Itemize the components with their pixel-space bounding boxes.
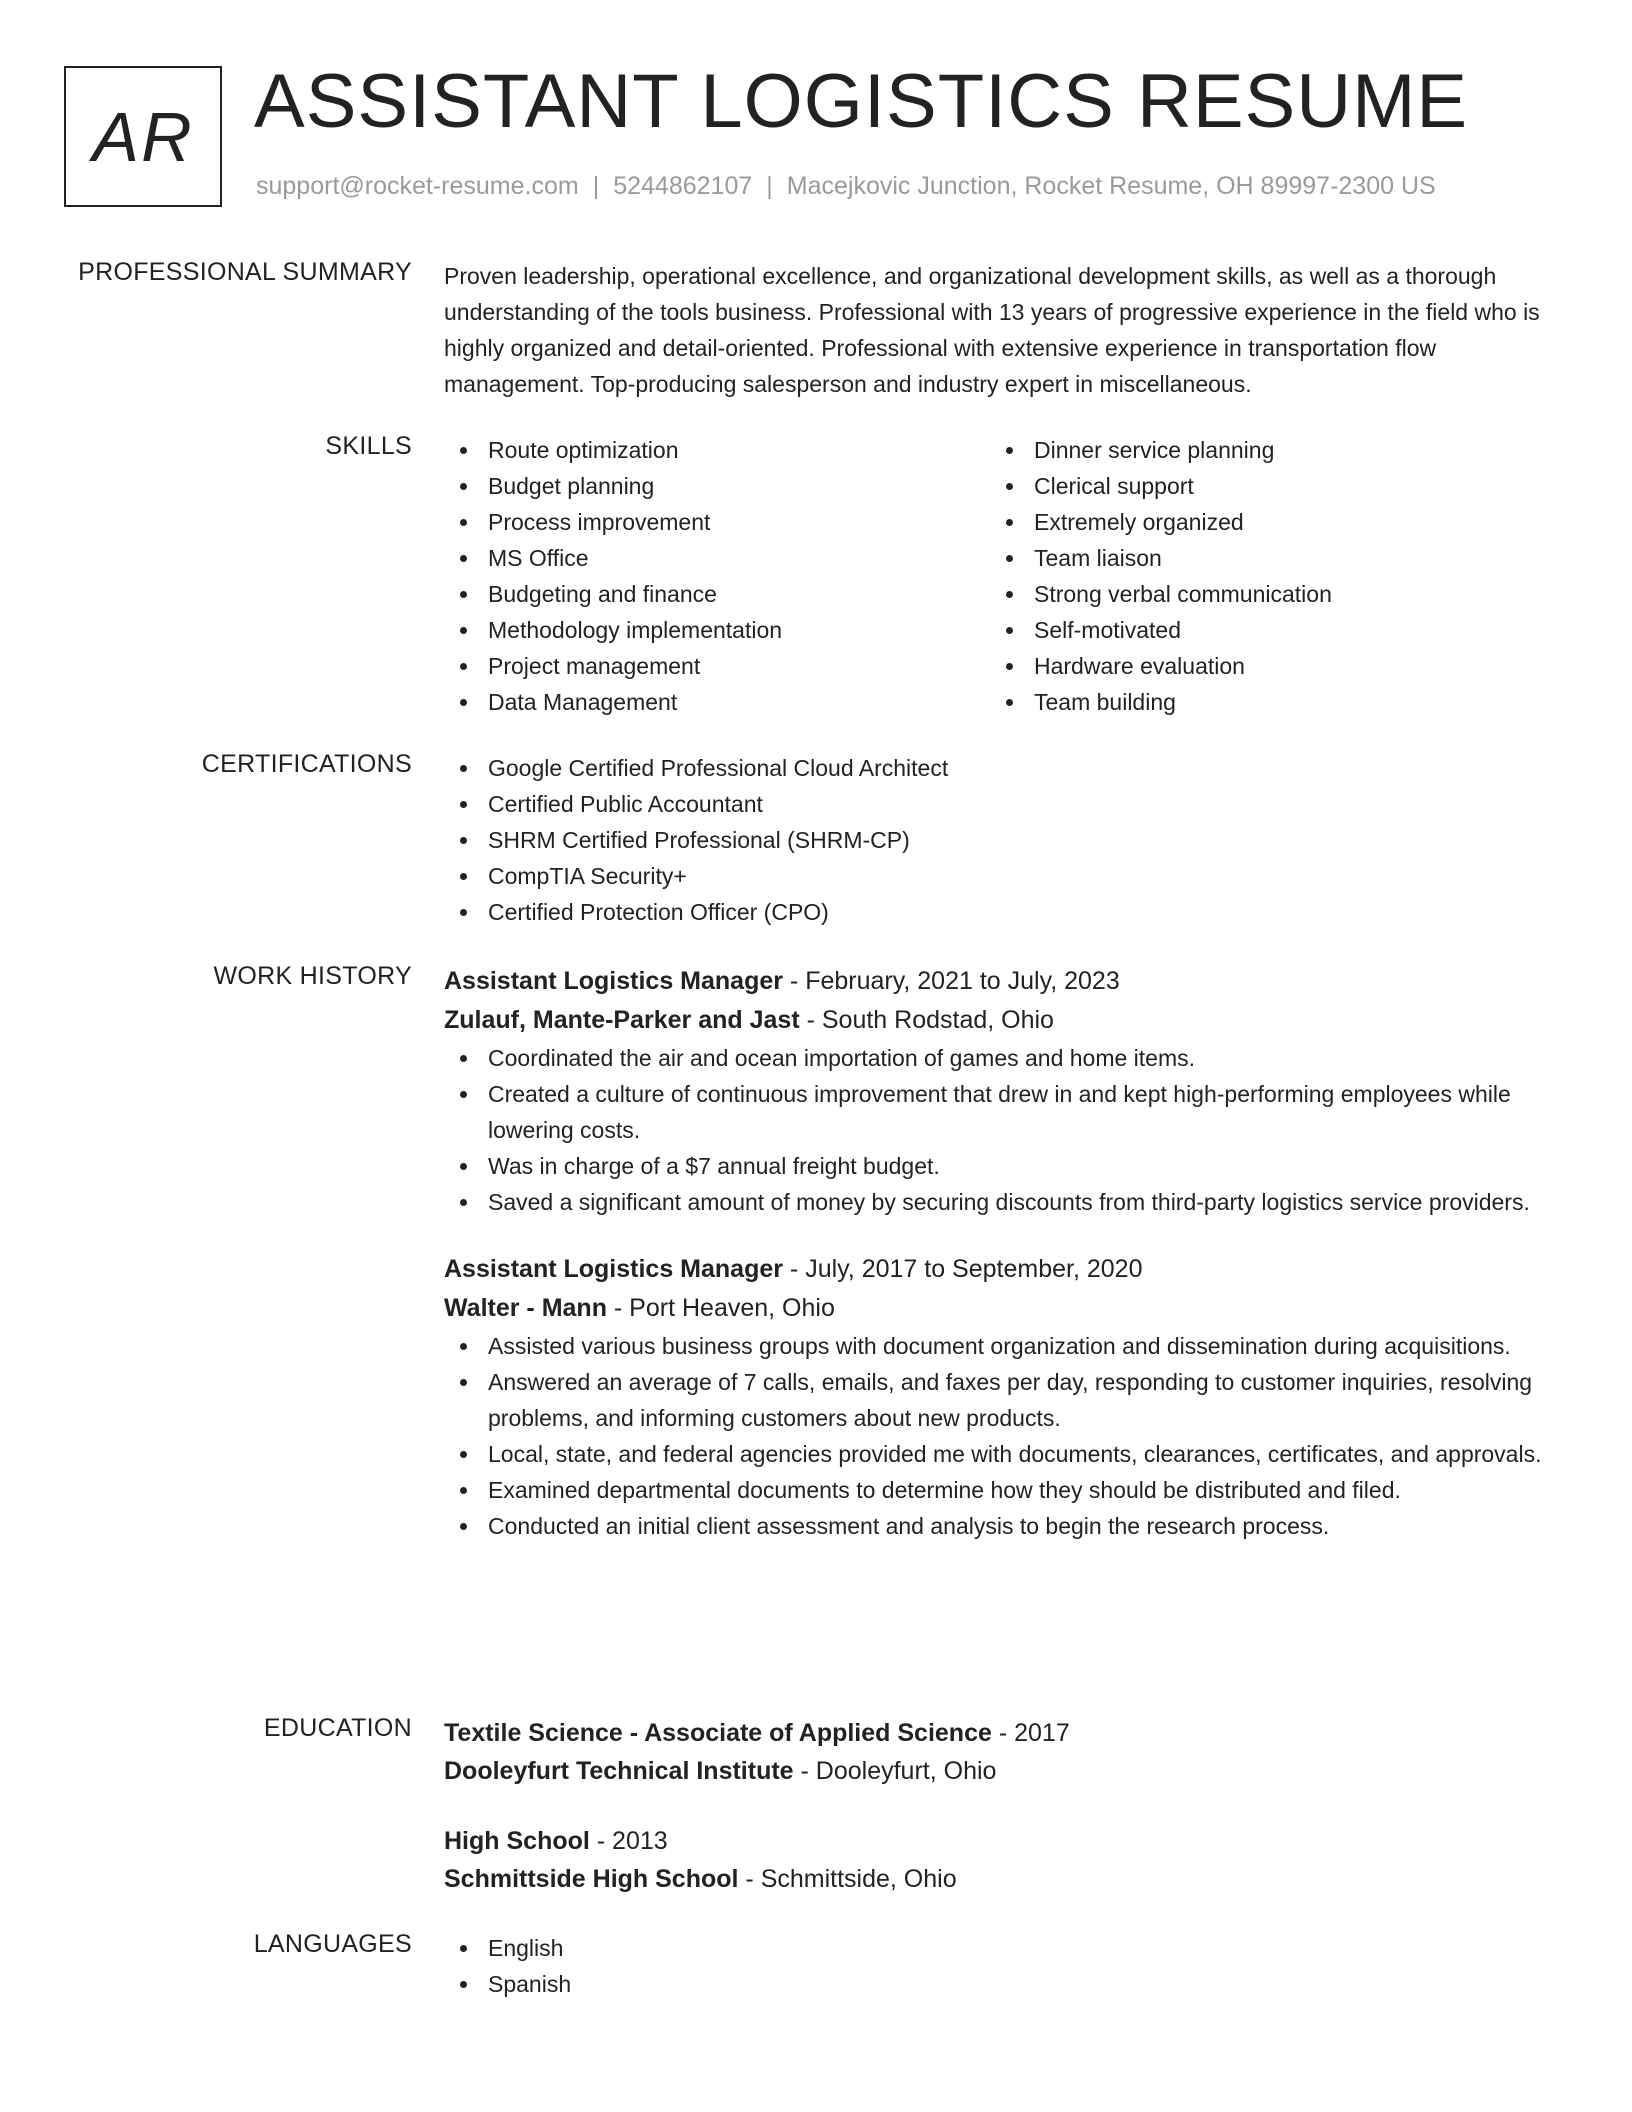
certifications-body	[444, 750, 1544, 930]
summary-body	[444, 258, 1544, 402]
skill-item: Process improvement	[444, 504, 990, 540]
education-school-line	[444, 1752, 1544, 1790]
language-item: Spanish	[444, 1966, 1544, 2002]
job-company-line	[444, 1001, 1544, 1040]
education-entry	[444, 1714, 1544, 1790]
skill-item: Self-motivated	[990, 612, 1536, 648]
skill-item: Clerical support	[990, 468, 1536, 504]
job-company: Walter - Mann	[444, 1294, 607, 1322]
summary-text: Proven leadership, operational excellence, and organizational development skills, as well as a thorough understanding of the tools business. Professional with 13 years of progressive experience in the field who is highly organized and detail-oriented. Professional with extensive experience in transportation flow management. Top-producing salesperson and industry expert in miscellaneous.	[444, 263, 1540, 397]
certification-item: CompTIA Security+	[444, 858, 1544, 894]
language-item: English	[444, 1930, 1544, 1966]
skill-item: Strong verbal communication	[990, 576, 1536, 612]
skill-item: Team building	[990, 684, 1536, 720]
job-bullet: Answered an average of 7 calls, emails, and faxes per day, responding to customer inquiries, resolving problems, and informing customers about new products.	[444, 1364, 1544, 1436]
education-body	[444, 1714, 1544, 1898]
education-school: Schmittside High School	[444, 1865, 739, 1893]
section-heading-summary: PROFESSIONAL SUMMARY	[78, 258, 412, 286]
job-bullet: Local, state, and federal agencies provided me with documents, clearances, certificates, and approvals.	[444, 1436, 1544, 1472]
education-degree: Textile Science - Associate of Applied Science	[444, 1719, 992, 1747]
job-location: - Port Heaven, Ohio	[606, 1294, 835, 1322]
certifications-list	[444, 750, 1544, 930]
job-bullets	[444, 1040, 1544, 1220]
education-degree-line	[444, 1822, 1544, 1860]
job-location: - South Rodstad, Ohio	[799, 1006, 1054, 1034]
work-history-body	[444, 962, 1544, 1544]
skill-item: Dinner service planning	[990, 432, 1536, 468]
job-title: Assistant Logistics Manager	[444, 1255, 783, 1283]
section-heading-certifications: CERTIFICATIONS	[201, 750, 412, 778]
job-bullet: Saved a significant amount of money by securing discounts from third-party logistics service providers.	[444, 1184, 1544, 1220]
skill-item: Data Management	[444, 684, 990, 720]
job-bullet: Was in charge of a $7 annual freight budget.	[444, 1148, 1544, 1184]
section-heading-languages: LANGUAGES	[253, 1930, 412, 1958]
education-year: - 2013	[589, 1827, 668, 1855]
job-bullet: Coordinated the air and ocean importation of games and home items.	[444, 1040, 1544, 1076]
skill-item: Budgeting and finance	[444, 576, 990, 612]
education-degree: High School	[444, 1827, 590, 1855]
skills-body	[444, 432, 1544, 720]
skill-item: Extremely organized	[990, 504, 1536, 540]
job-title: Assistant Logistics Manager	[444, 967, 783, 995]
job-title-line	[444, 1250, 1544, 1289]
skill-item: Team liaison	[990, 540, 1536, 576]
education-year: - 2017	[991, 1719, 1070, 1747]
skill-item: Methodology implementation	[444, 612, 990, 648]
section-heading-skills: SKILLS	[325, 432, 412, 460]
job-dates: - July, 2017 to September, 2020	[782, 1255, 1143, 1283]
skills-list-right	[990, 432, 1536, 720]
certification-item: Certified Protection Officer (CPO)	[444, 894, 1544, 930]
skill-item: Route optimization	[444, 432, 990, 468]
education-school-line	[444, 1860, 1544, 1898]
education-location: - Dooleyfurt, Ohio	[793, 1757, 997, 1785]
languages-body	[444, 1930, 1544, 2002]
job-company-line	[444, 1289, 1544, 1328]
certification-item: Google Certified Professional Cloud Architect	[444, 750, 1544, 786]
job-dates: - February, 2021 to July, 2023	[782, 967, 1120, 995]
education-entry	[444, 1822, 1544, 1898]
section-heading-work-history: WORK HISTORY	[213, 962, 412, 990]
contact-address: Macejkovic Junction, Rocket Resume, OH 89997-2300 US	[786, 172, 1436, 200]
contact-line	[256, 172, 1436, 201]
languages-list	[444, 1930, 1544, 2002]
job-entry	[444, 1250, 1544, 1544]
skills-columns	[444, 432, 1544, 720]
education-degree-line	[444, 1714, 1544, 1752]
job-entry	[444, 962, 1544, 1220]
skill-item: Project management	[444, 648, 990, 684]
skill-item: Hardware evaluation	[990, 648, 1536, 684]
contact-separator: |	[592, 172, 600, 200]
contact-email[interactable]: support@rocket-resume.com	[256, 172, 579, 200]
job-bullets	[444, 1328, 1544, 1544]
job-company: Zulauf, Mante-Parker and Jast	[444, 1006, 800, 1034]
contact-phone[interactable]: 5244862107	[613, 172, 753, 200]
skill-item: Budget planning	[444, 468, 990, 504]
certification-item: Certified Public Accountant	[444, 786, 1544, 822]
skills-list-left	[444, 432, 990, 720]
section-heading-education: EDUCATION	[263, 1714, 412, 1742]
certification-item: SHRM Certified Professional (SHRM-CP)	[444, 822, 1544, 858]
job-bullet: Conducted an initial client assessment and analysis to begin the research process.	[444, 1508, 1544, 1544]
job-bullet: Created a culture of continuous improvement that drew in and kept high-performing employees while lowering costs.	[444, 1076, 1544, 1148]
monogram-logo	[64, 66, 222, 207]
job-bullet: Examined departmental documents to determine how they should be distributed and filed.	[444, 1472, 1544, 1508]
resume-title: ASSISTANT LOGISTICS RESUME	[254, 59, 1469, 144]
job-title-line	[444, 962, 1544, 1001]
education-school: Dooleyfurt Technical Institute	[444, 1757, 794, 1785]
monogram-initials: AR	[92, 97, 194, 176]
job-bullet: Assisted various business groups with document organization and dissemination during acquisitions.	[444, 1328, 1544, 1364]
skill-item: MS Office	[444, 540, 990, 576]
contact-separator: |	[766, 172, 773, 200]
education-location: - Schmittside, Ohio	[738, 1865, 957, 1893]
